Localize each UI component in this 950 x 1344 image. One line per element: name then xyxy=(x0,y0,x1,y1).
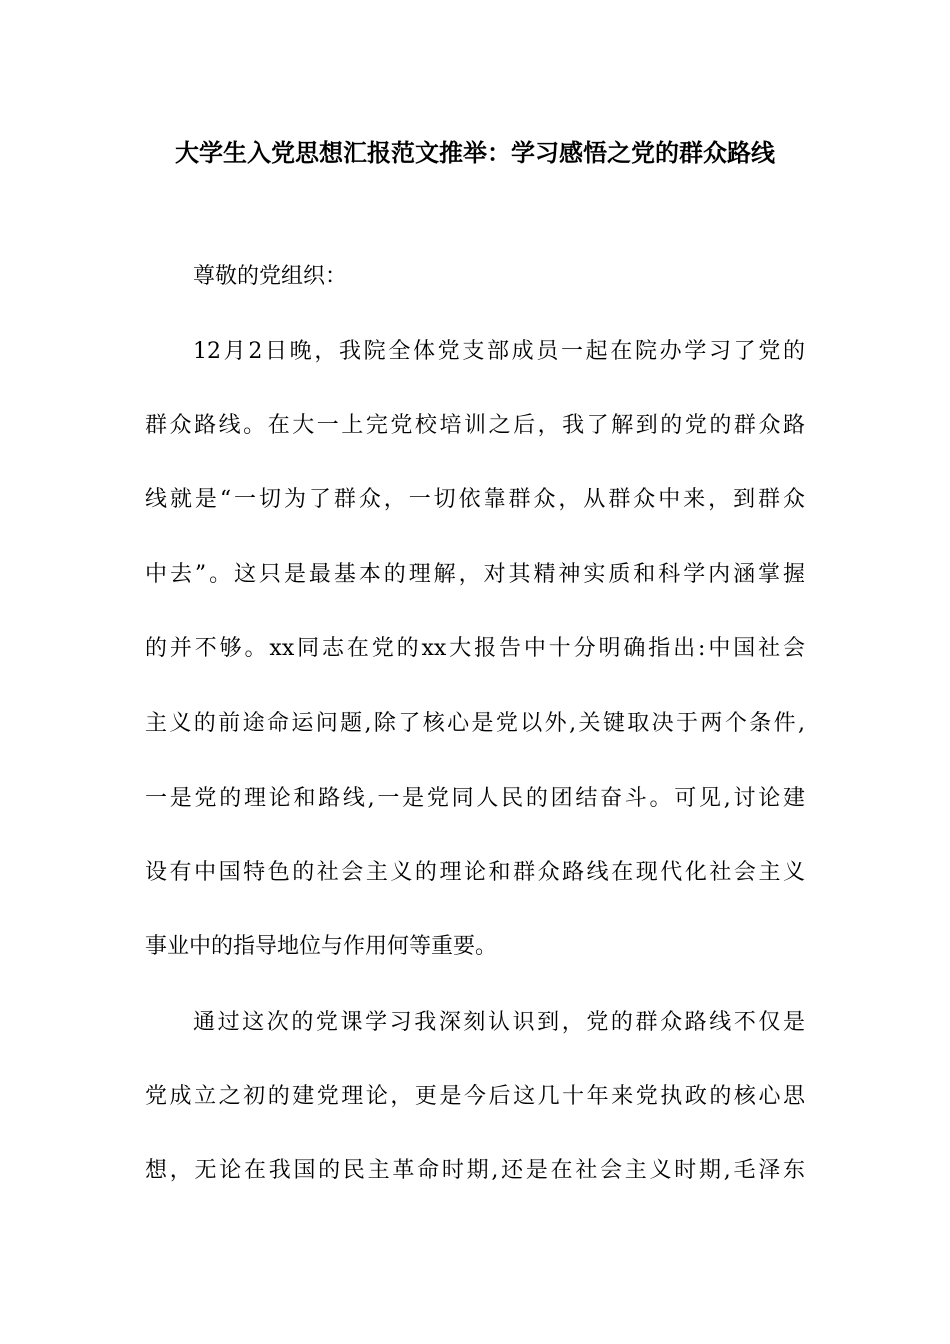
paragraph-line: 的并不够。xx同志在党的xx大报告中十分明确指出:中国社会 xyxy=(145,636,805,661)
paragraph-line: 主义的前途命运问题,除了核心是党以外,关键取决于两个条件, xyxy=(145,711,805,736)
paragraph-line: 中去”。这只是最基本的理解，对其精神实质和科学内涵掌握 xyxy=(145,562,805,587)
salutation: 尊敬的党组织： xyxy=(193,264,348,289)
paragraph-line: 12月2日晚，我院全体党支部成员一起在院办学习了党的 xyxy=(193,339,805,364)
paragraph-line: 线就是“一切为了群众，一切依靠群众，从群众中来，到群众 xyxy=(145,487,805,512)
paragraph-line: 一是党的理论和路线,一是党同人民的团结奋斗。可见,讨论建 xyxy=(145,786,805,811)
paragraph-line: 想，无论在我国的民主革命时期,还是在社会主义时期,毛泽东 xyxy=(145,1158,805,1183)
paragraph-line: 通过这次的党课学习我深刻认识到，党的群众路线不仅是 xyxy=(193,1010,805,1035)
paragraph-line: 设有中国特色的社会主义的理论和群众路线在现代化社会主义 xyxy=(145,860,805,885)
paragraph-line: 党成立之初的建党理论，更是今后这几十年来党执政的核心思 xyxy=(145,1084,805,1109)
paragraph-line: 群众路线。在大一上完党校培训之后，我了解到的党的群众路 xyxy=(145,413,805,438)
paragraph-line: 事业中的指导地位与作用何等重要。 xyxy=(145,934,498,959)
document-title: 大学生入党思想汇报范文推举：学习感悟之党的群众路线 xyxy=(175,138,775,167)
